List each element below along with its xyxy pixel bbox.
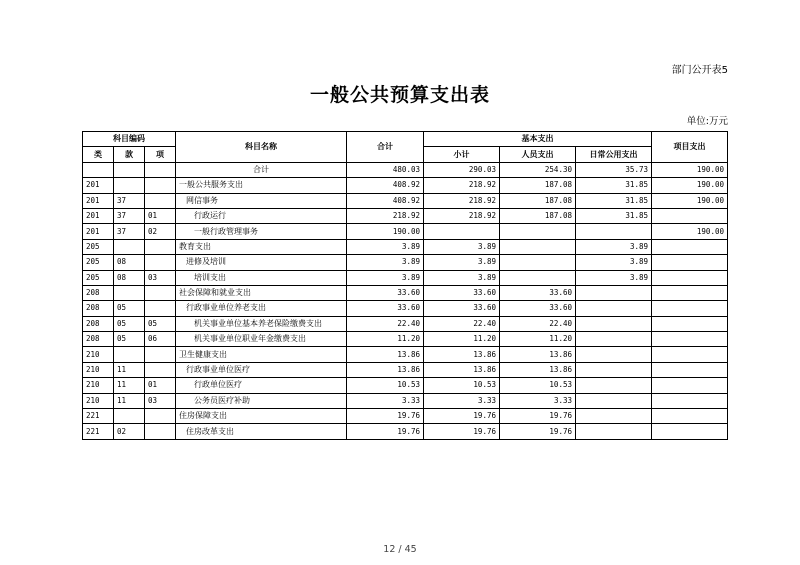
code-kuan-cell (114, 239, 145, 254)
total-cell: 22.40 (347, 316, 424, 331)
subject-name-cell: 公务员医疗补助 (176, 393, 347, 408)
code-xiang-cell (145, 301, 176, 316)
public-cell: 31.85 (576, 193, 652, 208)
code-xiang-cell: 02 (145, 224, 176, 239)
subtotal-cell: 3.89 (424, 255, 500, 270)
subject-name-cell: 教育支出 (176, 239, 347, 254)
unit-label: 单位:万元 (686, 116, 728, 127)
total-cell: 13.86 (347, 347, 424, 362)
subject-name-cell: 机关事业单位基本养老保险缴费支出 (176, 316, 347, 331)
personnel-cell: 13.86 (500, 362, 576, 377)
subject-name-cell: 卫生健康支出 (176, 347, 347, 362)
code-kuan-cell: 11 (114, 378, 145, 393)
code-lei-cell: 210 (83, 378, 114, 393)
subtotal-cell: 13.86 (424, 347, 500, 362)
total-cell: 19.76 (347, 424, 424, 439)
public-cell: 3.89 (576, 239, 652, 254)
header-personnel: 人员支出 (500, 147, 576, 162)
table-row (83, 378, 728, 393)
public-cell (576, 316, 652, 331)
code-xiang-cell (145, 239, 176, 254)
public-cell: 35.73 (576, 162, 652, 177)
code-xiang-cell: 03 (145, 270, 176, 285)
subtotal-cell: 19.76 (424, 409, 500, 424)
project-cell (652, 239, 728, 254)
code-kuan-cell: 05 (114, 316, 145, 331)
code-lei-cell: 210 (83, 393, 114, 408)
subject-name-cell: 合计 (176, 162, 347, 177)
subject-name-cell: 行政运行 (176, 208, 347, 223)
table-row (83, 239, 728, 254)
total-cell: 19.76 (347, 409, 424, 424)
personnel-cell (500, 270, 576, 285)
public-cell (576, 332, 652, 347)
code-kuan-cell (114, 347, 145, 362)
header-project: 项目支出 (652, 132, 728, 163)
public-cell (576, 378, 652, 393)
personnel-cell: 187.08 (500, 208, 576, 223)
code-kuan-cell (114, 285, 145, 300)
total-cell: 33.60 (347, 301, 424, 316)
code-kuan-cell: 37 (114, 208, 145, 223)
code-lei-cell: 201 (83, 208, 114, 223)
personnel-cell: 33.60 (500, 301, 576, 316)
public-cell (576, 224, 652, 239)
project-cell (652, 409, 728, 424)
personnel-cell (500, 255, 576, 270)
project-cell (652, 270, 728, 285)
table-row (83, 193, 728, 208)
table-row (83, 178, 728, 193)
subtotal-cell: 33.60 (424, 285, 500, 300)
header-public: 日常公用支出 (576, 147, 652, 162)
subject-name-cell: 住房保障支出 (176, 409, 347, 424)
subtotal-cell: 218.92 (424, 193, 500, 208)
subject-name-cell: 行政事业单位养老支出 (176, 301, 347, 316)
code-lei-cell: 210 (83, 347, 114, 362)
code-xiang-cell (145, 178, 176, 193)
subject-name-cell: 行政事业单位医疗 (176, 362, 347, 377)
code-xiang-cell: 01 (145, 378, 176, 393)
public-cell (576, 301, 652, 316)
code-kuan-cell: 08 (114, 270, 145, 285)
table-row (83, 285, 728, 300)
code-lei-cell: 208 (83, 316, 114, 331)
code-lei-cell: 205 (83, 255, 114, 270)
header-total: 合计 (347, 132, 424, 163)
code-lei-cell: 210 (83, 362, 114, 377)
public-cell: 3.89 (576, 255, 652, 270)
table-row (83, 347, 728, 362)
code-xiang-cell (145, 255, 176, 270)
code-kuan-cell: 37 (114, 193, 145, 208)
code-lei-cell (83, 162, 114, 177)
code-lei-cell: 201 (83, 193, 114, 208)
subtotal-cell: 33.60 (424, 301, 500, 316)
table-row (83, 224, 728, 239)
total-cell: 3.89 (347, 270, 424, 285)
table-row (83, 162, 728, 177)
code-kuan-cell: 02 (114, 424, 145, 439)
total-cell: 3.89 (347, 239, 424, 254)
table-row (83, 409, 728, 424)
code-lei-cell: 221 (83, 409, 114, 424)
project-cell (652, 378, 728, 393)
table-row (83, 362, 728, 377)
personnel-cell: 10.53 (500, 378, 576, 393)
code-lei-cell: 201 (83, 224, 114, 239)
project-cell (652, 208, 728, 223)
table-row (83, 301, 728, 316)
code-lei-cell: 205 (83, 239, 114, 254)
total-cell: 10.53 (347, 378, 424, 393)
subtotal-cell: 3.89 (424, 270, 500, 285)
public-cell: 3.89 (576, 270, 652, 285)
subject-name-cell: 网信事务 (176, 193, 347, 208)
header-basic-group: 基本支出 (424, 132, 652, 147)
project-cell (652, 393, 728, 408)
subtotal-cell: 10.53 (424, 378, 500, 393)
code-lei-cell: 201 (83, 178, 114, 193)
header-name: 科目名称 (176, 132, 347, 163)
subject-name-cell: 机关事业单位职业年金缴费支出 (176, 332, 347, 347)
total-cell: 3.33 (347, 393, 424, 408)
total-cell: 480.03 (347, 162, 424, 177)
personnel-cell: 11.20 (500, 332, 576, 347)
personnel-cell: 19.76 (500, 409, 576, 424)
project-cell (652, 301, 728, 316)
project-cell (652, 424, 728, 439)
personnel-cell: 187.08 (500, 178, 576, 193)
subtotal-cell: 3.89 (424, 239, 500, 254)
budget-table (82, 131, 728, 440)
total-cell: 11.20 (347, 332, 424, 347)
personnel-cell: 187.08 (500, 193, 576, 208)
total-cell: 33.60 (347, 285, 424, 300)
public-cell (576, 285, 652, 300)
code-lei-cell: 208 (83, 301, 114, 316)
personnel-cell: 19.76 (500, 424, 576, 439)
total-cell: 218.92 (347, 208, 424, 223)
code-kuan-cell: 37 (114, 224, 145, 239)
personnel-cell: 254.30 (500, 162, 576, 177)
code-lei-cell: 208 (83, 332, 114, 347)
code-kuan-cell (114, 178, 145, 193)
subject-name-cell: 进修及培训 (176, 255, 347, 270)
table-body (83, 162, 728, 439)
total-cell: 13.86 (347, 362, 424, 377)
page-title: 一般公共预算支出表 (309, 84, 490, 106)
code-xiang-cell: 01 (145, 208, 176, 223)
subtotal-cell: 218.92 (424, 178, 500, 193)
table-row (83, 393, 728, 408)
subject-name-cell: 一般行政管理事务 (176, 224, 347, 239)
public-cell (576, 424, 652, 439)
public-cell (576, 347, 652, 362)
project-cell (652, 362, 728, 377)
personnel-cell: 3.33 (500, 393, 576, 408)
code-xiang-cell (145, 362, 176, 377)
personnel-cell: 22.40 (500, 316, 576, 331)
code-kuan-cell: 11 (114, 362, 145, 377)
public-cell (576, 393, 652, 408)
code-xiang-cell (145, 409, 176, 424)
code-kuan-cell (114, 162, 145, 177)
project-cell (652, 285, 728, 300)
total-cell: 408.92 (347, 193, 424, 208)
code-kuan-cell: 11 (114, 393, 145, 408)
subtotal-cell: 11.20 (424, 332, 500, 347)
project-cell (652, 347, 728, 362)
code-lei-cell: 205 (83, 270, 114, 285)
subject-name-cell: 行政单位医疗 (176, 378, 347, 393)
code-xiang-cell: 03 (145, 393, 176, 408)
code-kuan-cell: 05 (114, 301, 145, 316)
subtotal-cell: 22.40 (424, 316, 500, 331)
total-cell: 3.89 (347, 255, 424, 270)
header-code-group: 科目编码 (83, 132, 176, 147)
total-cell: 408.92 (347, 178, 424, 193)
public-cell (576, 409, 652, 424)
subtotal-cell: 290.03 (424, 162, 500, 177)
code-xiang-cell (145, 424, 176, 439)
code-xiang-cell (145, 162, 176, 177)
public-cell (576, 362, 652, 377)
code-xiang-cell (145, 193, 176, 208)
total-cell: 190.00 (347, 224, 424, 239)
public-cell: 31.85 (576, 178, 652, 193)
table-row (83, 424, 728, 439)
project-cell: 190.00 (652, 162, 728, 177)
header-xiang: 项 (145, 147, 176, 162)
code-xiang-cell (145, 347, 176, 362)
subtotal-cell: 13.86 (424, 362, 500, 377)
subtotal-cell: 3.33 (424, 393, 500, 408)
table-row (83, 316, 728, 331)
personnel-cell: 33.60 (500, 285, 576, 300)
header-kuan: 款 (114, 147, 145, 162)
project-cell (652, 255, 728, 270)
table-row (83, 270, 728, 285)
code-lei-cell: 221 (83, 424, 114, 439)
code-xiang-cell: 06 (145, 332, 176, 347)
personnel-cell (500, 239, 576, 254)
code-kuan-cell: 08 (114, 255, 145, 270)
header-subtotal: 小计 (424, 147, 500, 162)
subject-name-cell: 培训支出 (176, 270, 347, 285)
table-row (83, 208, 728, 223)
subtotal-cell: 218.92 (424, 208, 500, 223)
code-lei-cell: 208 (83, 285, 114, 300)
subtotal-cell (424, 224, 500, 239)
project-cell: 190.00 (652, 178, 728, 193)
personnel-cell: 13.86 (500, 347, 576, 362)
subtotal-cell: 19.76 (424, 424, 500, 439)
project-cell (652, 316, 728, 331)
public-cell: 31.85 (576, 208, 652, 223)
personnel-cell (500, 224, 576, 239)
page-number: 12 / 45 (383, 544, 417, 555)
subject-name-cell: 一般公共服务支出 (176, 178, 347, 193)
project-cell (652, 332, 728, 347)
table-row (83, 332, 728, 347)
subject-name-cell: 住房改革支出 (176, 424, 347, 439)
code-kuan-cell (114, 409, 145, 424)
project-cell: 190.00 (652, 224, 728, 239)
code-xiang-cell: 05 (145, 316, 176, 331)
header-lei: 类 (83, 147, 114, 162)
code-xiang-cell (145, 285, 176, 300)
project-cell: 190.00 (652, 193, 728, 208)
table-row (83, 255, 728, 270)
code-kuan-cell: 05 (114, 332, 145, 347)
corner-label: 部门公开表5 (671, 65, 728, 76)
subject-name-cell: 社会保障和就业支出 (176, 285, 347, 300)
